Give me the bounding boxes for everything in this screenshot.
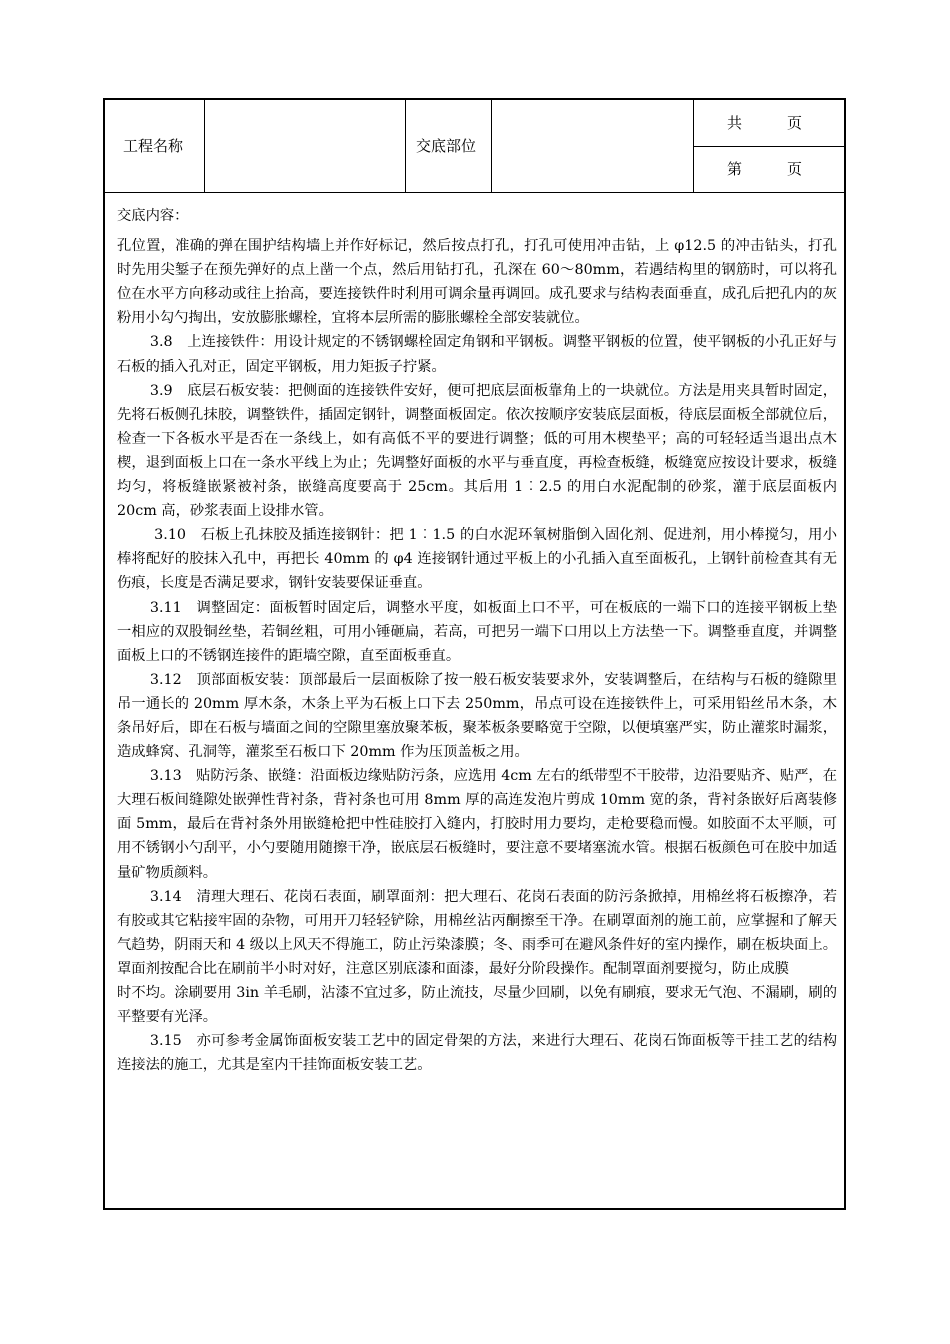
paragraph-3-15: 3.15 亦可参考金属饰面板安装工艺中的固定骨架的方法，来进行大理石、花岗石饰面板等干挂工艺的结构连接法的施工，尤其是室内干挂饰面板安装工艺。 [117,1033,837,1074]
paragraph-3-9: 3.9 底层石板安装：把侧面的连接铁件安好，便可把底层面板靠角上的一块就位。方法是用夹具暂时固定，先将石板侧孔抹胶，调整铁件，插固定钢针，调整面板固定。依次按顺序安装底层面板，待底层面板全部就位后，检查一下各板水平是否在一条线上，如有高低不平的要进行调整；低的可用木楔垫平；高的可轻轻适当退出点木楔，退到面板上口在一条水平线上为止；先调整好面板的水平与垂直度，再检查板缝，板缝宽应按设计要求，板缝均匀，将板缝嵌紧被衬条，嵌缝高度要高于 25cm。其后用 1︰2.5 的用白水泥配制的砂浆，灌于底层面板内 20cm 高，砂浆表面上设排水管。 [117,382,837,520]
paragraph-3-14-continued: 时不均。涂刷要用 3in 羊毛刷，沾漆不宜过多，防止流技，尽量少回刷，以免有刷痕，要求无气泡、不漏刷，刷的平整要有光泽。 [117,985,837,1026]
paragraph-3-11: 3.11 调整固定：面板暂时固定后，调整水平度，如板面上口不平，可在板底的一端下口的连接平钢板上垫一相应的双股铜丝垫，若铜丝粗，可用小锤砸扁，若高，可把另一端下口用以上方法垫一下。调整垂直度，并调整面板上口的不锈钢连接件的距墙空隙，直至面板垂直。 [117,599,837,664]
header-divider [204,100,205,192]
paragraph-continuation: 孔位置，准确的弹在围护结构墙上并作好标记，然后按点打孔，打孔可使用冲击钻，上 φ12.5 的冲击钻头，打孔时先用尖錾子在预先弹好的点上凿一个点，然后用钻打孔，孔深在 60～80mm，若遇结构里的钢筋时，可以将孔位在水平方向移动或往上抬高，要连接铁件时利用可调余量再调回。成孔要求与结构表面垂直，成孔后把孔内的灰粉用小勾勺掏出，安放膨胀螺栓，宜将本层所需的膨胀螺栓全部安装就位。 [117,238,837,327]
section-label: 交底部位 [416,137,477,155]
project-name-label: 工程名称 [123,137,184,155]
paragraph-3-14: 3.14 清理大理石、花岗石表面，刷罩面剂：把大理石、花岗石表面的防污条掀掉，用棉丝将石板擦净，若有胶或其它粘接牢固的杂物，可用开刀轻轻铲除，用棉丝沾丙酮擦至干净。在刷罩面剂的施工前，应掌握和了解天气趋势，阴雨天和 4 级以上风天不得施工，防止污染漆膜；冬、雨季可在避风条件好的室内操作，刷在板块面上。罩面剂按配合比在刷前半小时对好，注意区别底漆和面漆，最好分阶段操作。配制罩面剂要搅匀，防止成膜 [117,888,837,977]
disclosure-form [103,98,846,1210]
page-number: 第 页 [727,160,803,178]
header-divider [405,100,406,192]
form-header [105,100,844,193]
header-divider [491,100,492,192]
content-intro: 交底内容： [117,208,189,224]
total-pages: 共 页 [727,114,803,132]
paragraph-3-12: 3.12 顶部面板安装：顶部最后一层面板除了按一般石板安装要求外，安装调整后，在结构与石板的缝隙里吊一通长的 20mm 厚木条，木条上平为石板上口下去 250mm，吊点可设在连接铁件上，可采用铅丝吊木条，木条吊好后，即在石板与墙面之间的空隙里塞放聚苯板，聚苯板条要略宽于空隙，以便填塞严实，防止灌浆时漏浆，造成蜂窝、孔洞等，灌浆至石板口下 20mm 作为压顶盖板之用。 [117,671,837,761]
paragraph-3-8: 3.8 上连接铁件：用设计规定的不锈钢螺栓固定角钢和平钢板。调整平钢板的位置，使平钢板的小孔正好与石板的插入孔对正，固定平钢板，用力矩扳子拧紧。 [117,334,837,375]
page-cell-divider [693,146,844,147]
paragraph-3-10: 3.10 石板上孔抹胶及插连接钢针：把 1︰1.5 的白水泥环氧树脂倒入固化剂、促进剂，用小棒搅匀，用小棒将配好的胶抹入孔中，再把长 40mm 的 φ4 连接钢针通过平板上的小孔插入直至面板孔，上钢针前检查其有无伤痕，长度是否满足要求，钢针安装要保证垂直。 [117,527,837,592]
paragraph-3-13: 3.13 贴防污条、嵌缝：沿面板边缘贴防污条，应选用 4cm 左右的纸带型不干胶带，边沿要贴齐、贴严，在大理石板间缝隙处嵌弹性背衬条，背衬条也可用 8mm 厚的高连发泡片剪成 10mm 宽的条，背衬条嵌好后离装修面 5mm，最后在背衬条外用嵌缝枪把中性硅胶打入缝内，打胶时用力要均，走枪要稳而慢。如胶面不太平顺，可用不锈钢小勺刮平，小勺要随用随擦干净，嵌底层石板缝时，要注意不要堵塞流水管。根据石板颜色可在胶中加适量矿物质颜料。 [117,768,837,881]
content-body [117,204,837,1077]
